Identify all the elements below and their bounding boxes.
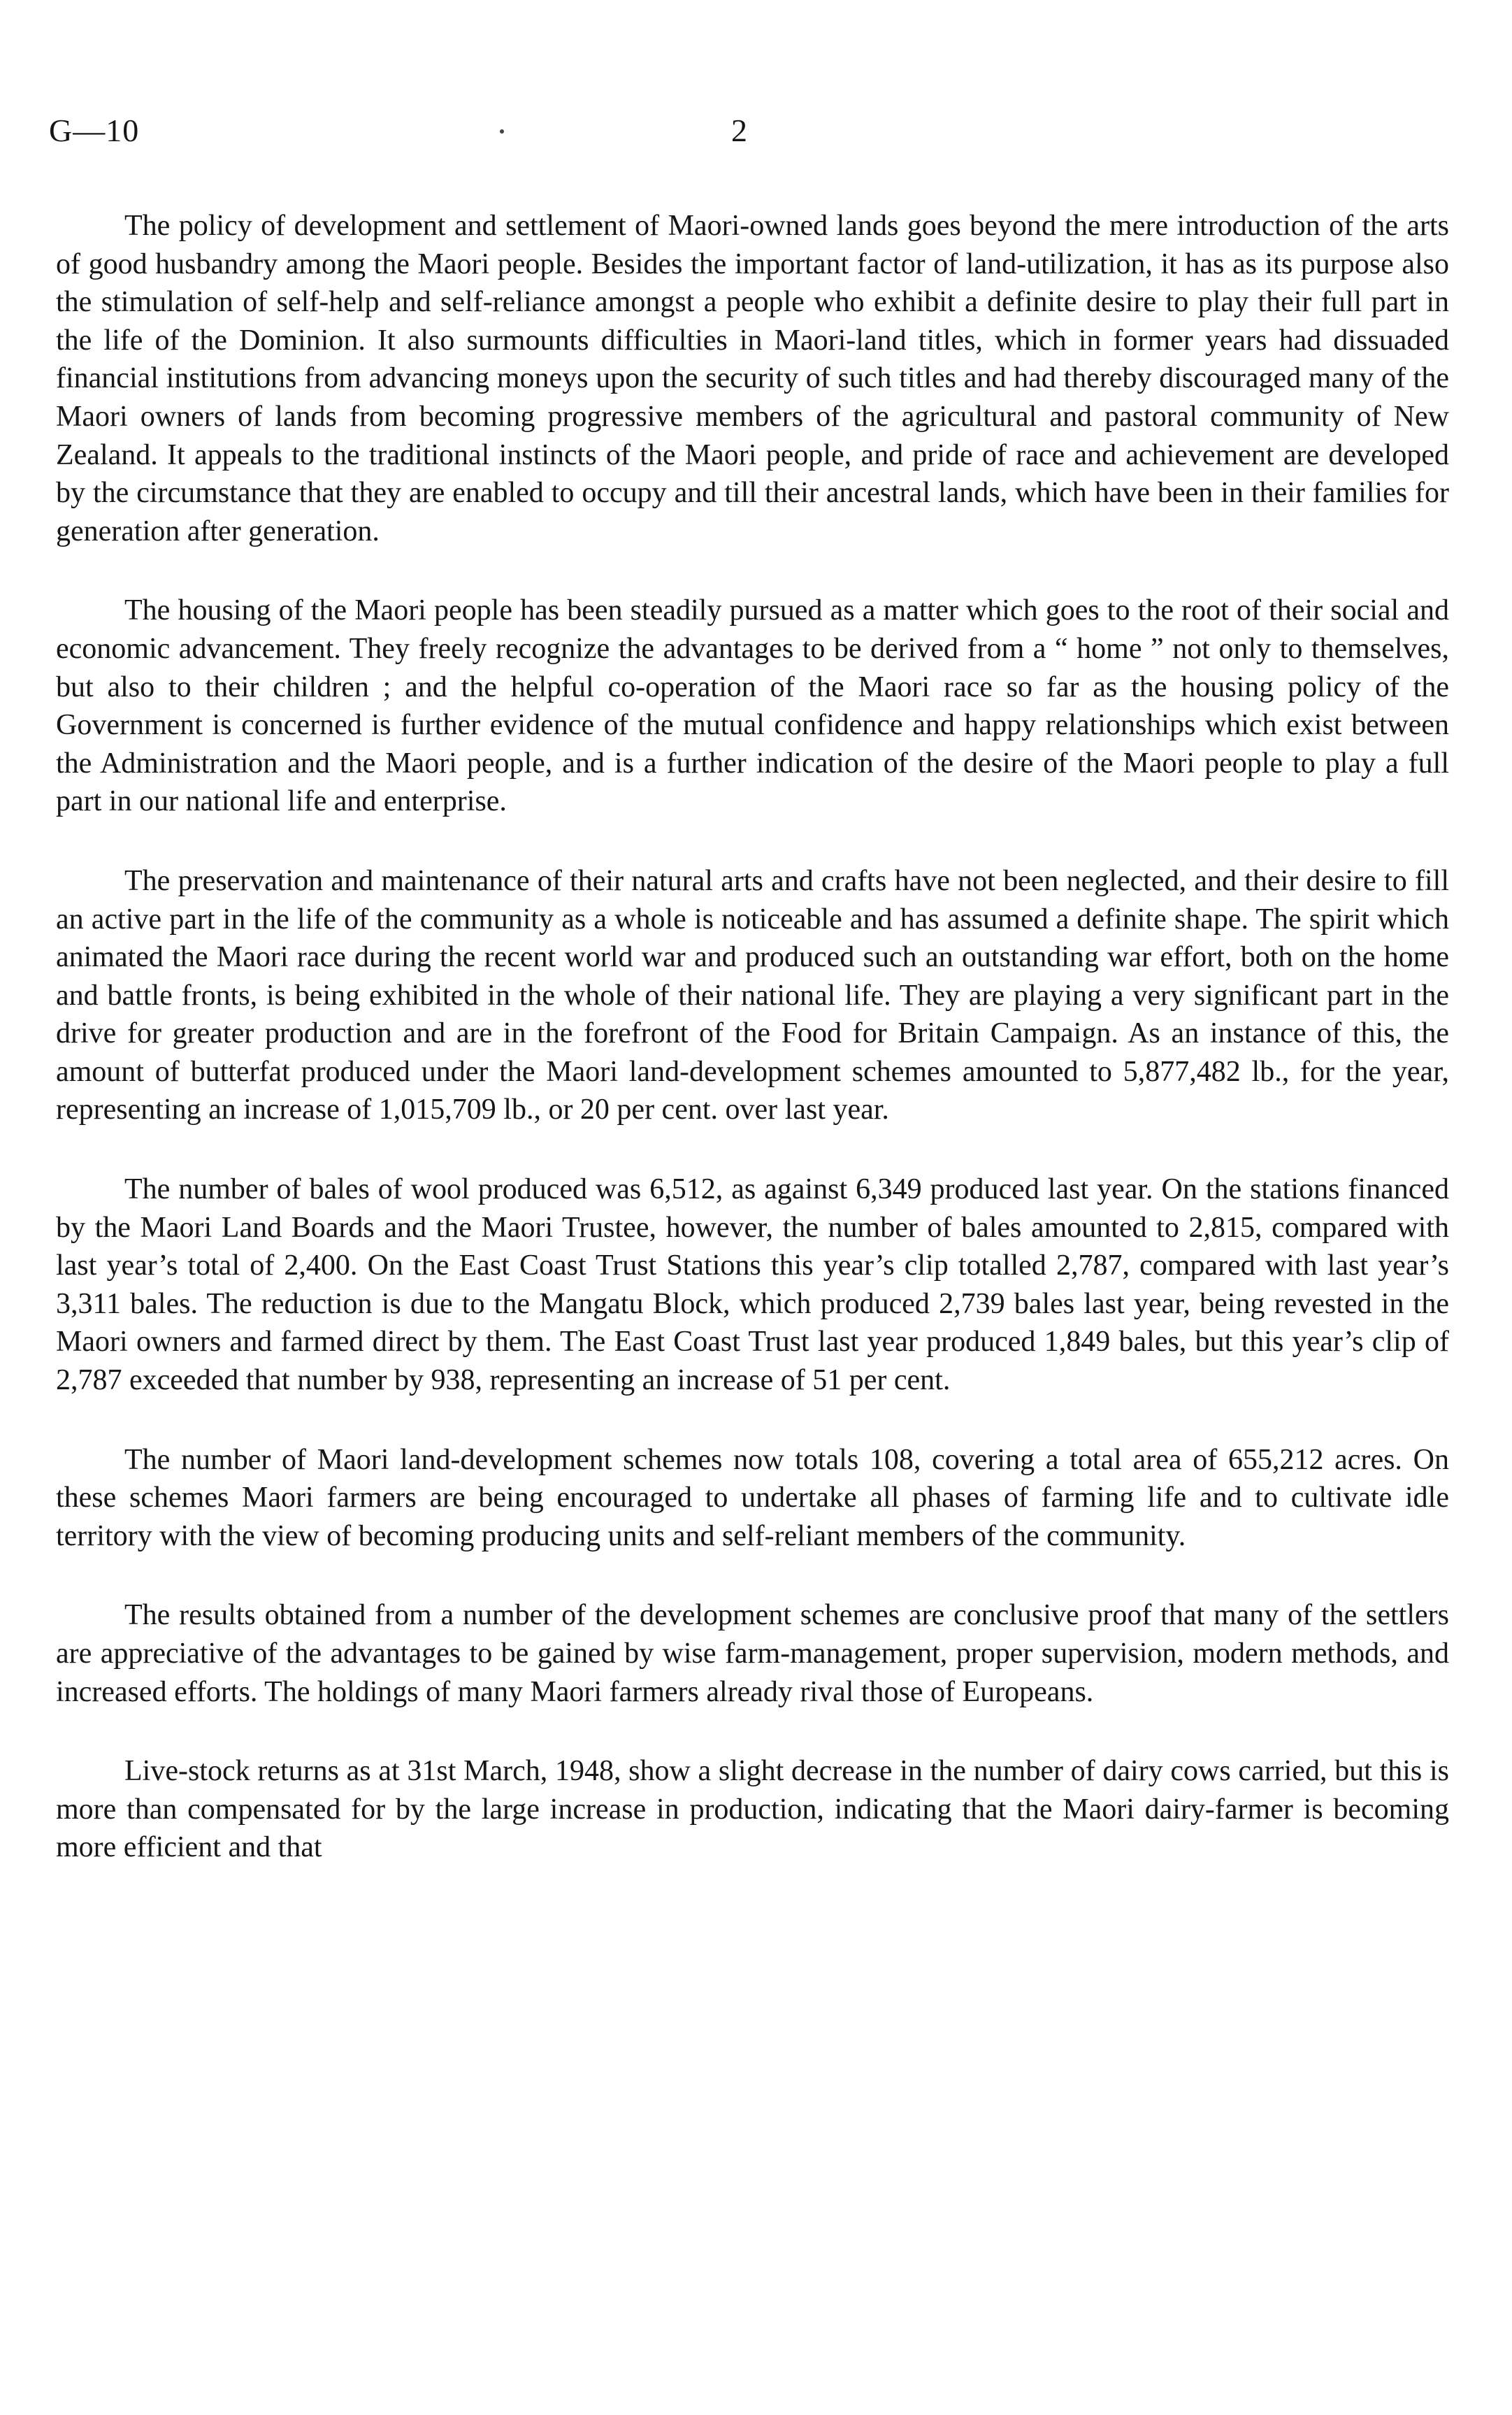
paragraph-arts-and-production: The preservation and maintenance of their natural arts and crafts have not been neglected, and their desire to fill an active part in the life of the community as a whole is noticeable and has assumed a definite shape. The spirit which animated the Maori race during the recent world war and produced such an outstanding war effort, both on the home and battle fronts, is being exhibited in the whole of their national life. They are playing a very significant part in the drive for greater production and are in the forefront of the Food for Britain Campaign. As an instance of this, the amount of butterfat produced under the Maori land-development schemes amounted to 5,877,482 lb., for the year, representing an increase of 1,015,709 lb., or 20 per cent. over last year. (56, 864, 1449, 1126)
page-number: 2 (731, 113, 747, 148)
paragraph-housing: The housing of the Maori people has been steadily pursued as a matter which goes to the root of their social and economic advancement. They freely recognize the advantages to be derived from a “ home ” not only to themselves, but also to their children ; and the helpful co-operation of the Maori race so far as the housing policy of the Government is concerned is further evidence of the mutual confidence and happy relationships which exist between the Administration and the Maori people, and is a further indication of the desire of the Maori people to play a full part in our national life and enterprise. (56, 594, 1449, 818)
paragraph-land-development-policy: The policy of development and settlement of Maori-owned lands goes beyond the mere introduction of the arts of good husbandry among the Maori people. Besides the important factor of land-utilization, it has as its purpose also the stimulation of self-help and self-reliance amongst a people who exhibit a definite desire to play their full part in the life of the Dominion. It also surmounts difficulties in Maori-land titles, which in former years had dissuaded financial institutions from advancing moneys upon the security of such titles and had thereby discouraged many of the Maori owners of lands from becoming progressive members of the agricultural and pastoral community of New Zealand. It appeals to the traditional instincts of the Maori people, and pride of race and achievement are developed by the circumstance that they are enabled to occupy and till their ancestral lands, which have been in their families for generation after generation. (56, 210, 1449, 547)
paragraph-live-stock-returns: Live-stock returns as at 31st March, 1948, show a slight decrease in the number of dairy cows carried, but this is more than compensated for by the large increase in production, indicating that the Maori dairy-farmer is becoming more efficient and that (56, 1755, 1449, 1864)
paragraph-scheme-results: The results obtained from a number of the development schemes are conclusive proof that many of the settlers are appreciative of the advantages to be gained by wise farm-management, proper supervision, modern methods, and increased efforts. The holdings of many Maori farmers already rival those of Europeans. (56, 1599, 1449, 1708)
paragraph-wool-production: The number of bales of wool produced was 6,512, as against 6,349 produced last year. On the stations financed by the Maori Land Boards and the Maori Trustee, however, the number of bales amounted to 2,815, compared with last year’s total of 2,400. On the East Coast Trust Stations this year’s clip totalled 2,787, compared with last year’s 3,311 bales. The reduction is due to the Mangatu Block, which produced 2,739 bales last year, being revested in the Maori owners and farmed direct by them. The East Coast Trust last year produced 1,849 bales, but this year’s clip of 2,787 exceeded that number by 938, representing an increase of 51 per cent. (56, 1173, 1449, 1397)
document-id: G—10 (49, 113, 140, 148)
body-text (56, 207, 1449, 1867)
print-mark (500, 129, 504, 134)
paragraph-development-schemes: The number of Maori land-development schemes now totals 108, covering a total area of 655,212 acres. On these schemes Maori farmers are being encouraged to undertake all phases of farming life and to cultivate idle territory with the view of becoming producing units and self-reliant members of the community. (56, 1443, 1449, 1552)
page-header (0, 112, 1512, 161)
